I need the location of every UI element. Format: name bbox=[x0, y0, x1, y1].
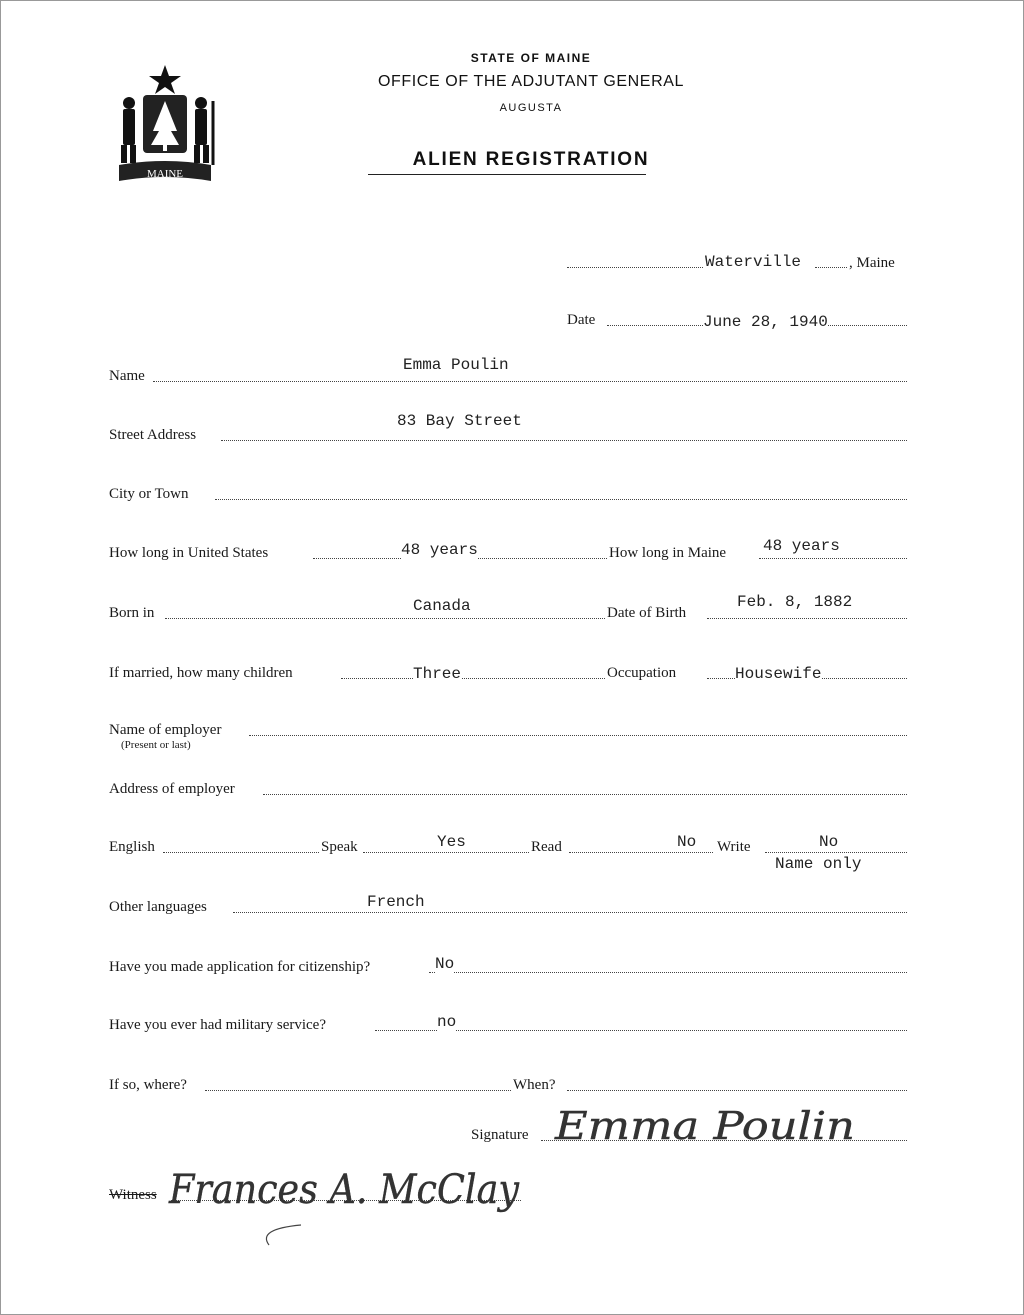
dob-value: Feb. 8, 1882 bbox=[737, 593, 853, 611]
date-value: June 28, 1940 bbox=[703, 313, 828, 331]
born-in-label: Born in bbox=[109, 605, 155, 621]
witness-label: Witness bbox=[109, 1187, 157, 1203]
svg-text:Frances A. McClay: Frances A. McClay bbox=[168, 1167, 521, 1213]
state-heading: STATE OF MAINE bbox=[470, 51, 592, 65]
write-value: No bbox=[819, 833, 839, 851]
dob-label: Date of Birth bbox=[607, 605, 687, 621]
city-heading: AUGUSTA bbox=[499, 102, 563, 114]
born-in-value: Canada bbox=[413, 597, 471, 615]
english-label: English bbox=[109, 839, 155, 855]
employer-sublabel: (Present or last) bbox=[121, 739, 191, 751]
occupation-label: Occupation bbox=[607, 665, 677, 681]
speak-label: Speak bbox=[321, 839, 358, 855]
date-label: Date bbox=[567, 312, 596, 328]
name-value: Emma Poulin bbox=[403, 356, 509, 374]
city-town-label: City or Town bbox=[109, 486, 189, 502]
children-label: If married, how many children bbox=[109, 665, 293, 681]
signature-graphic bbox=[549, 1081, 869, 1157]
read-value: No bbox=[677, 833, 697, 851]
employer-label: Name of employer bbox=[109, 722, 222, 738]
children-value: Three bbox=[413, 665, 462, 683]
years-us-label: How long in United States bbox=[109, 545, 269, 561]
employer-address-label: Address of employer bbox=[109, 781, 235, 797]
form-title: ALIEN REGISTRATION bbox=[412, 149, 650, 170]
svg-text:Emma Poulin: Emma Poulin bbox=[553, 1104, 855, 1148]
office-heading: OFFICE OF THE ADJUTANT GENERAL bbox=[377, 73, 685, 90]
street-label: Street Address bbox=[109, 427, 197, 443]
military-value: no bbox=[437, 1013, 457, 1031]
title-underline bbox=[368, 174, 646, 175]
read-label: Read bbox=[531, 839, 562, 855]
occupation-value: Housewife bbox=[735, 665, 822, 683]
name-label: Name bbox=[109, 368, 145, 384]
write-note: Name only bbox=[775, 855, 862, 873]
signature-label: Signature bbox=[471, 1127, 529, 1143]
where-label: If so, where? bbox=[109, 1077, 187, 1093]
years-maine-label: How long in Maine bbox=[609, 545, 727, 561]
military-label: Have you ever had military service? bbox=[109, 1017, 326, 1033]
when-label: When? bbox=[513, 1077, 556, 1093]
citizenship-label: Have you made application for citizenship? bbox=[109, 959, 371, 975]
other-languages-label: Other languages bbox=[109, 899, 207, 915]
street-value: 83 Bay Street bbox=[397, 412, 522, 430]
write-label: Write bbox=[717, 839, 751, 855]
location-city-value: Waterville bbox=[705, 253, 802, 271]
svg-text:MAINE: MAINE bbox=[146, 168, 184, 180]
speak-value: Yes bbox=[437, 833, 466, 851]
location-state-label: , Maine bbox=[849, 255, 895, 271]
years-maine-value: 48 years bbox=[763, 537, 840, 555]
years-us-value: 48 years bbox=[401, 541, 478, 559]
citizenship-value: No bbox=[435, 955, 455, 973]
other-languages-value: French bbox=[367, 893, 425, 911]
witness-signature-graphic bbox=[161, 1151, 531, 1251]
